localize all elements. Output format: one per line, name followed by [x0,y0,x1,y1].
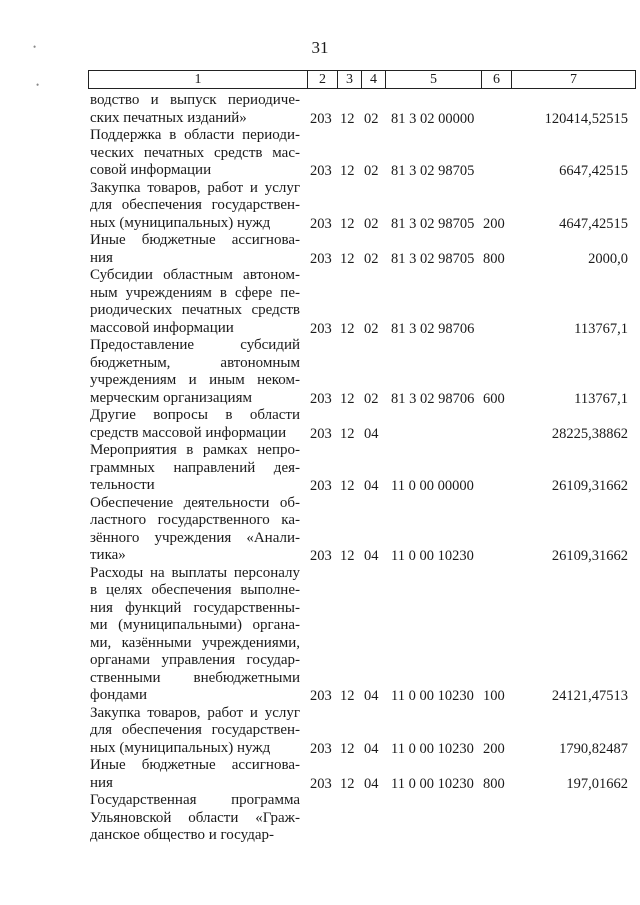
description-line: ми, казёнными учреждениями, [90,634,300,651]
description-line: Иные бюджетные ассигнова- [90,232,300,248]
cell-col-2: 203 [310,740,332,757]
description-line: мерческим организациям [90,389,252,406]
description-line: ния [90,249,113,266]
cell-col-3: 12 [340,740,355,757]
cell-col-7: 4647,42515 [559,215,628,232]
cell-col-4: 04 [364,425,379,442]
cell-col-3: 12 [340,478,355,494]
description-line: данское общество и государ- [90,827,274,843]
row-description [90,127,300,180]
description-line: ластного государственного ка- [90,512,300,528]
row-description [90,337,300,407]
description-line: зённого учреждения «Анали- [90,529,300,546]
row-description [90,407,300,442]
cell-col-2: 203 [310,163,332,179]
description-line: Государственная программа [90,792,300,808]
header-col-7: 7 [511,71,635,88]
description-line: Закупка товаров, работ и услуг [90,704,300,721]
row-description [90,757,300,792]
description-line: органами управления государ- [90,652,300,668]
header-col-6: 6 [481,71,511,88]
description-line: для обеспечения государствен- [90,722,300,738]
cell-col-6: 200 [483,740,505,757]
description-line: Мероприятия в рамках непро- [90,442,300,458]
cell-col-4: 04 [364,775,379,792]
cell-col-6: 100 [483,688,505,704]
description-line: ных (муниципальных) нужд [90,739,271,756]
cell-col-3: 12 [340,688,355,704]
description-line: бюджетным, автономным [90,354,300,371]
cell-col-3: 12 [340,425,355,442]
cell-col-7: 197,01662 [566,775,628,792]
cell-col-7: 28225,38862 [551,425,628,442]
description-line: учреждениям и иным неком- [90,372,300,388]
cell-col-6: 800 [483,250,505,267]
description-line: Предоставление субсидий [90,337,300,353]
description-line: водство и выпуск периодиче- [90,92,300,108]
cell-col-2: 203 [310,775,332,792]
header-col-4: 4 [361,71,385,88]
description-line: ческих печатных средств мас- [90,144,300,161]
header-col-5: 5 [385,71,481,88]
cell-col-2: 203 [310,478,332,494]
cell-col-3: 12 [340,215,355,232]
description-line: Иные бюджетные ассигнова- [90,757,300,773]
cell-col-3: 12 [340,110,355,127]
description-line: Расходы на выплаты персоналу [90,564,300,581]
row-description [90,565,300,705]
scan-dot: • [33,42,37,52]
cell-col-5: 11 0 00 10230 [391,548,474,564]
cell-col-5: 11 0 00 10230 [391,740,474,757]
cell-col-4: 02 [364,110,379,127]
cell-col-4: 02 [364,390,379,407]
description-line: Другие вопросы в области [90,407,300,423]
cell-col-5: 11 0 00 00000 [391,478,474,494]
description-line: граммных направлений дея- [90,459,300,476]
description-line: ния [90,774,113,791]
cell-col-7: 1790,82487 [559,740,628,757]
cell-col-6: 600 [483,390,505,407]
cell-col-2: 203 [310,425,332,442]
description-line: тельности [90,477,155,493]
description-line: Обеспечение деятельности об- [90,494,300,511]
cell-col-7: 113767,1 [574,390,628,407]
description-line: в целях обеспечения выполне- [90,582,300,598]
cell-col-7: 113767,1 [574,320,628,337]
header-col-2: 2 [307,71,337,88]
description-line: Закупка товаров, работ и услуг [90,179,300,196]
row-description [90,232,300,267]
description-line: риодических печатных средств [90,302,300,318]
description-line: ских печатных изданий» [90,109,247,126]
cell-col-2: 203 [310,320,332,337]
cell-col-4: 04 [364,688,379,704]
cell-col-3: 12 [340,390,355,407]
cell-col-4: 02 [364,163,379,179]
cell-col-5: 11 0 00 10230 [391,775,474,792]
description-line: фондами [90,687,148,703]
cell-col-2: 203 [310,250,332,267]
cell-col-2: 203 [310,548,332,564]
cell-col-5: 11 0 00 10230 [391,688,474,704]
row-description [90,705,300,758]
description-line: массовой информации [90,319,234,336]
cell-col-2: 203 [310,110,332,127]
description-line: Поддержка в области периоди- [90,127,300,143]
description-line: Субсидии областным автоном- [90,267,300,283]
cell-col-4: 04 [364,740,379,757]
cell-col-2: 203 [310,688,332,704]
cell-col-3: 12 [340,163,355,179]
description-line: совой информации [90,162,212,178]
cell-col-7: 120414,52515 [544,110,628,127]
cell-col-2: 203 [310,215,332,232]
cell-col-7: 6647,42515 [559,163,628,179]
cell-col-6: 800 [483,775,505,792]
cell-col-7: 26109,31662 [551,478,628,494]
description-line: Ульяновской области «Граж- [90,809,300,826]
cell-col-4: 04 [364,478,379,494]
cell-col-7: 2000,0 [588,250,628,267]
cell-col-3: 12 [340,775,355,792]
cell-col-2: 203 [310,390,332,407]
description-line: тика» [90,547,126,563]
header-col-3: 3 [337,71,361,88]
row-description [90,495,300,565]
cell-col-5: 81 3 02 98706 [391,390,475,407]
description-line: средств массовой информации [90,424,287,441]
cell-col-5: 81 3 02 98705 [391,163,475,179]
cell-col-4: 02 [364,320,379,337]
row-description [90,442,300,495]
cell-col-7: 24121,47513 [551,688,628,704]
cell-col-3: 12 [340,250,355,267]
page-number: 31 [311,38,329,57]
row-description [90,267,300,337]
cell-col-3: 12 [340,320,355,337]
description-line: ния функций государственны- [90,599,300,616]
cell-col-3: 12 [340,548,355,564]
row-description [90,180,300,233]
description-line: ным учреждениям в сфере пе- [90,284,300,301]
row-description [90,92,300,127]
cell-col-5: 81 3 02 98705 [391,215,475,232]
header-col-1: 1 [194,72,202,87]
scan-dot: • [36,80,40,90]
description-line: ных (муниципальных) нужд [90,214,271,231]
cell-col-4: 04 [364,548,379,564]
cell-col-4: 02 [364,250,379,267]
cell-col-5: 81 3 02 00000 [391,110,475,127]
cell-col-5: 81 3 02 98705 [391,250,475,267]
row-description [90,792,300,845]
cell-col-6: 200 [483,215,505,232]
description-line: ственными внебюджетными [90,669,300,686]
description-line: для обеспечения государствен- [90,197,300,213]
description-line: ми (муниципальными) органа- [90,617,300,633]
cell-col-4: 02 [364,215,379,232]
cell-col-5: 81 3 02 98706 [391,320,475,337]
cell-col-7: 26109,31662 [551,548,628,564]
